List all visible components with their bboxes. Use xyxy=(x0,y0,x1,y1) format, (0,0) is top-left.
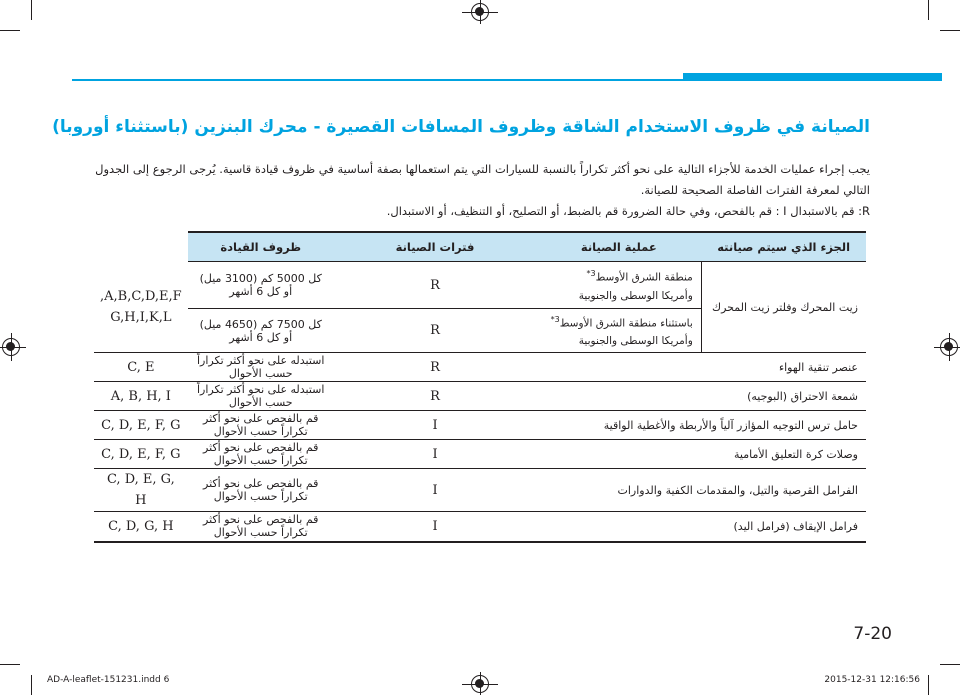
cell-item: عنصر تنقية الهواء xyxy=(536,353,866,382)
intro-text xyxy=(80,159,870,222)
cell-operation: I xyxy=(334,411,537,440)
header-interval: فترات الصيانة xyxy=(334,232,537,262)
registration-crosshair xyxy=(11,333,12,361)
header-accent-bar xyxy=(683,73,942,81)
table-row xyxy=(94,353,866,382)
crop-mark xyxy=(940,664,960,665)
footer-datetime: 2015-12-31 ￼￼12:16:56 xyxy=(824,675,920,685)
header-conditions: ظروف القيادة xyxy=(188,232,334,262)
registration-crosshair xyxy=(0,347,26,348)
cell-conditions xyxy=(94,262,188,353)
cell-item: وصلات كرة التعليق الأمامية xyxy=(536,440,866,469)
cell-conditions: C, D, E, F, G xyxy=(94,440,188,469)
region-line: وأمريكا الوسطى والجنوبية xyxy=(578,335,693,348)
crop-mark xyxy=(31,0,32,20)
crop-mark xyxy=(940,30,960,31)
region-line: منطقة الشرق الأوسط xyxy=(595,271,693,284)
cell-item: حامل ترس التوجيه المؤازر آلياً والأربطة والأغطية الواقية xyxy=(536,411,866,440)
cell-conditions: A, B, H, I xyxy=(94,382,188,411)
cell-interval: قم بالفحص على نحو أكثر تكراراً حسب الأحوال xyxy=(188,440,334,469)
footnote-mark: 3* xyxy=(586,269,596,279)
crop-mark xyxy=(31,675,32,695)
header-operation: عملية الصيانة xyxy=(536,232,701,262)
crop-mark xyxy=(928,675,929,695)
cell-interval: قم بالفحص على نحو أكثر تكراراً حسب الأحوال xyxy=(188,469,334,512)
cell-operation: I xyxy=(334,469,537,512)
cell-conditions: C, D, G, H xyxy=(94,512,188,542)
section-heading: الصيانة في ظروف الاستخدام الشاقة وظروف المسافات القصيرة - محرك البنزين (باستثناء أوروبا) xyxy=(52,117,870,137)
cell-interval: قم بالفحص على نحو أكثر تكراراً حسب الأحوال xyxy=(188,512,334,542)
page-number: 7-20 xyxy=(853,624,892,644)
cell-interval: استبدله على نحو أكثر تكراراً حسب الأحوال xyxy=(188,353,334,382)
cell-operation: R xyxy=(334,262,537,309)
region-line: وأمريكا الوسطى والجنوبية xyxy=(578,289,693,302)
crop-mark xyxy=(0,664,20,665)
cell-operation: R xyxy=(334,309,537,353)
registration-crosshair xyxy=(480,0,481,24)
footnote-mark: 3* xyxy=(550,314,560,324)
crop-mark xyxy=(928,0,929,20)
cell-region xyxy=(536,262,701,309)
intro-line: التالي لمعرفة الفترات الفاصلة الصحيحة للصيانة. xyxy=(640,183,870,197)
crop-mark xyxy=(0,30,20,31)
cell-region xyxy=(536,309,701,353)
cell-operation: R xyxy=(334,353,537,382)
cell-item: الفرامل القرصية والتيل، والمقدمات الكفية والدوارات xyxy=(536,469,866,512)
conditions-line: A,B,C,D,E,F, xyxy=(100,288,182,304)
cell-operation: I xyxy=(334,512,537,542)
table-row xyxy=(94,382,866,411)
cell-interval: استبدله على نحو أكثر تكراراً حسب الأحوال xyxy=(188,382,334,411)
table-header-row xyxy=(94,232,866,262)
table-row xyxy=(94,411,866,440)
cell-operation: R xyxy=(334,382,537,411)
table-row xyxy=(94,512,866,542)
cell-interval: قم بالفحص على نحو أكثر تكراراً حسب الأحوال xyxy=(188,411,334,440)
conditions-line: G,H,I,K,L xyxy=(110,309,172,325)
table-row xyxy=(94,262,866,309)
registration-crosshair xyxy=(480,672,481,695)
header-item: الجزء الذي سيتم صيانته xyxy=(701,232,866,262)
cell-conditions: C, D, E, F, G xyxy=(94,411,188,440)
maintenance-table xyxy=(94,231,866,543)
table-row xyxy=(94,440,866,469)
registration-crosshair xyxy=(949,333,950,361)
cell-item: شمعة الاحتراق (البوجيه) xyxy=(536,382,866,411)
cell-operation: I xyxy=(334,440,537,469)
cell-interval: كل 5000 كم (3100 ميل) أو كل 6 أشهر xyxy=(188,262,334,309)
cell-conditions: C, E xyxy=(94,353,188,382)
intro-line: يجب إجراء عمليات الخدمة للأجزاء التالية على نحو أكثر تكراراً بالنسبة للسيارات التي يتم استعمالها بصفة أساسية في ظروف قيادة قاسية. يُرجى الرجوع إلى الجدول xyxy=(95,162,870,176)
footer-filename: AD-A-leaflet-151231.indd 6 xyxy=(47,675,170,685)
cell-conditions: C, D, E, G, H xyxy=(94,469,188,512)
registration-crosshair xyxy=(934,347,960,348)
intro-legend: R: قم بالاستبدال I : قم بالفحص، وفي حالة الضرورة قم بالضبط، أو التصليح، أو التنظيف، أو الاستبدال. xyxy=(386,204,870,218)
region-line: باستثناء منطقة الشرق الأوسط xyxy=(559,317,693,330)
cell-item: زيت المحرك وفلتر زيت المحرك xyxy=(701,262,866,353)
table-row xyxy=(94,469,866,512)
cell-item: فرامل الإيقاف (فرامل اليد) xyxy=(536,512,866,542)
cell-interval: كل 7500 كم (4650 ميل) أو كل 6 أشهر xyxy=(188,309,334,353)
